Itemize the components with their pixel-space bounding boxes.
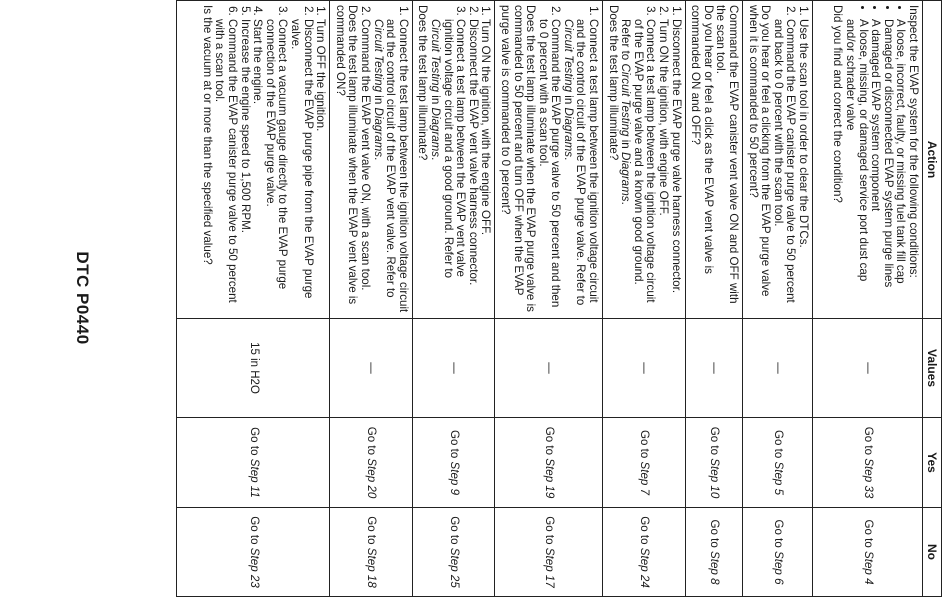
page-title: DTC P0440: [73, 251, 92, 345]
action-question: Do you hear or feel a click as the EVAP vent valve is commanded ON and OFF?: [689, 5, 715, 274]
yes-cell[interactable]: Go to Step 33: [813, 418, 923, 508]
table-row: [743, 1, 813, 597]
yes-cell[interactable]: Go to Step 11: [177, 418, 330, 508]
yes-cell[interactable]: Go to Step 9: [412, 418, 495, 508]
yes-cell[interactable]: Go to Step 7: [603, 418, 686, 508]
action-cell: [495, 1, 603, 319]
procedure-step: 3. Connect a test lamp between the ignition voltage circuit of the EVAP purge valve and a known good ground. Refer to Circuit Testing in Diagrams.: [619, 19, 657, 314]
no-cell[interactable]: Go to Step 24: [603, 508, 686, 597]
action-question: Does the test lamp illuminate when the EVAP vent valve is commanded ON?: [333, 5, 360, 305]
procedure-step: 2. Command the EVAP canister purge valve to 50 percent and back to 0 percent with the scan tool.: [771, 19, 796, 314]
table-row: [330, 1, 413, 597]
value-cell: —: [412, 319, 495, 418]
procedure-steps: [536, 5, 599, 314]
procedure-step: 1. Turn ON the ignition, with the engine OFF.: [479, 19, 492, 314]
value-cell: —: [743, 319, 813, 418]
action-cell: [685, 1, 742, 319]
action-cell: [813, 1, 923, 319]
procedure-step: 5. Increase the engine speed to 1,500 RPM.: [238, 19, 251, 314]
no-cell[interactable]: Go to Step 17: [495, 508, 603, 597]
procedure-step: 1. Use the scan tool in order to clear the DTCs.: [796, 19, 809, 314]
table-row: [685, 1, 742, 597]
procedure-step: 1. Turn OFF the ignition.: [314, 19, 327, 314]
procedure-step: 3. Connect a test lamp between the EVAP vent valve ignition voltage circuit and a good ground. Refer to Circuit Testing in Diagrams.: [428, 19, 466, 314]
procedure-step: 1. Disconnect the EVAP purge valve harness connector.: [669, 19, 682, 314]
action-cell: [330, 1, 413, 319]
table-header-row: [923, 1, 942, 597]
table-row: [495, 1, 603, 597]
procedure-step: 2. Disconnect the EVAP vent valve harness connector.: [466, 19, 479, 314]
no-cell[interactable]: Go to Step 6: [743, 508, 813, 597]
table-body: [177, 1, 923, 597]
condition-item: • A loose, missing, or damaged service port dust cap and/or schrader valve: [843, 19, 868, 314]
action-cell: [603, 1, 686, 319]
no-cell[interactable]: Go to Step 4: [813, 508, 923, 597]
procedure-step: 1. Connect the test lamp between the ignition voltage circuit and the control circuit of the EVAP vent valve. Refer to Circuit Testing in Diagrams.: [371, 19, 409, 314]
table-row: [813, 1, 923, 597]
action-cell: [743, 1, 813, 319]
action-question: Does the test lamp illuminate?: [416, 5, 430, 161]
action-question: Does the test lamp illuminate when the EVAP purge valve is commanded to 50 percent and turn OFF when the EVAP purge valve is commanded to 0 percent?: [498, 5, 538, 312]
procedure-steps: [771, 5, 809, 314]
header-values: Values: [923, 319, 942, 418]
yes-cell[interactable]: Go to Step 19: [495, 418, 603, 508]
header-action: Action: [923, 1, 942, 319]
action-intro: Command the EVAP canister vent valve ON and OFF with the scan tool.: [714, 5, 741, 304]
value-cell: —: [685, 319, 742, 418]
no-cell[interactable]: Go to Step 18: [330, 508, 413, 597]
procedure-step: 6. Command the EVAP canister purge valve to 50 percent with a scan tool.: [213, 19, 238, 314]
value-cell: —: [330, 319, 413, 418]
action-question: Is the vacuum at or more than the specified value?: [200, 5, 214, 265]
value-cell: —: [495, 319, 603, 418]
action-intro: Inspect the EVAP system for the following conditions:: [907, 5, 920, 278]
condition-item: • Damaged or disconnected EVAP system purge lines: [881, 19, 894, 314]
no-cell[interactable]: Go to Step 23: [177, 508, 330, 597]
value-cell: 15 in H2O: [177, 319, 330, 418]
procedure-step: 4. Start the engine.: [251, 19, 264, 314]
procedure-steps: [213, 5, 326, 314]
header-yes: Yes: [923, 418, 942, 508]
action-question: Do you hear or feel a clicking from the EVAP purge valve when it is commanded to 50 percent?: [746, 5, 773, 297]
procedure-step: 1. Connect a test lamp between the ignition voltage circuit and the control circuit of the EVAP purge valve. Refer to Circuit Testing in Diagrams.: [561, 19, 599, 314]
action-question: Did you find and correct the condition?: [831, 5, 845, 203]
yes-cell[interactable]: Go to Step 10: [685, 418, 742, 508]
action-cell: [412, 1, 495, 319]
procedure-step: 2. Turn ON the ignition, with engine OFF.: [656, 19, 669, 314]
yes-cell[interactable]: Go to Step 20: [330, 418, 413, 508]
procedure-step: 2. Command the EVAP purge valve to 50 percent and then to 0 percent with a scan tool.: [536, 19, 561, 314]
condition-list: [843, 5, 906, 314]
procedure-steps: [428, 5, 491, 314]
action-question: Does the test lamp illuminate?: [606, 5, 620, 161]
procedure-steps: [358, 5, 408, 314]
header-no: No: [923, 508, 942, 597]
yes-cell[interactable]: Go to Step 5: [743, 418, 813, 508]
procedure-steps: [619, 5, 682, 314]
procedure-step: 3. Connect a vacuum gauge directly to the EVAP purge connection of the EVAP purge valve.: [263, 19, 288, 314]
no-cell[interactable]: Go to Step 8: [685, 508, 742, 597]
procedure-step: 2. Command the EVAP vent valve ON, with a scan tool.: [358, 19, 371, 314]
condition-item: • A damaged EVAP system component: [869, 19, 882, 314]
condition-item: • A loose, incorrect, faulty, or missing fuel tank fill cap: [894, 19, 907, 314]
table-row: [603, 1, 686, 597]
table-row: [177, 1, 330, 597]
action-cell: [177, 1, 330, 319]
table-row: [412, 1, 495, 597]
value-cell: —: [603, 319, 686, 418]
value-cell: —: [813, 319, 923, 418]
procedure-step: 2. Disconnect the EVAP purge pipe from the EVAP purge valve.: [288, 19, 313, 314]
no-cell[interactable]: Go to Step 25: [412, 508, 495, 597]
diagnostic-table: [176, 0, 942, 597]
